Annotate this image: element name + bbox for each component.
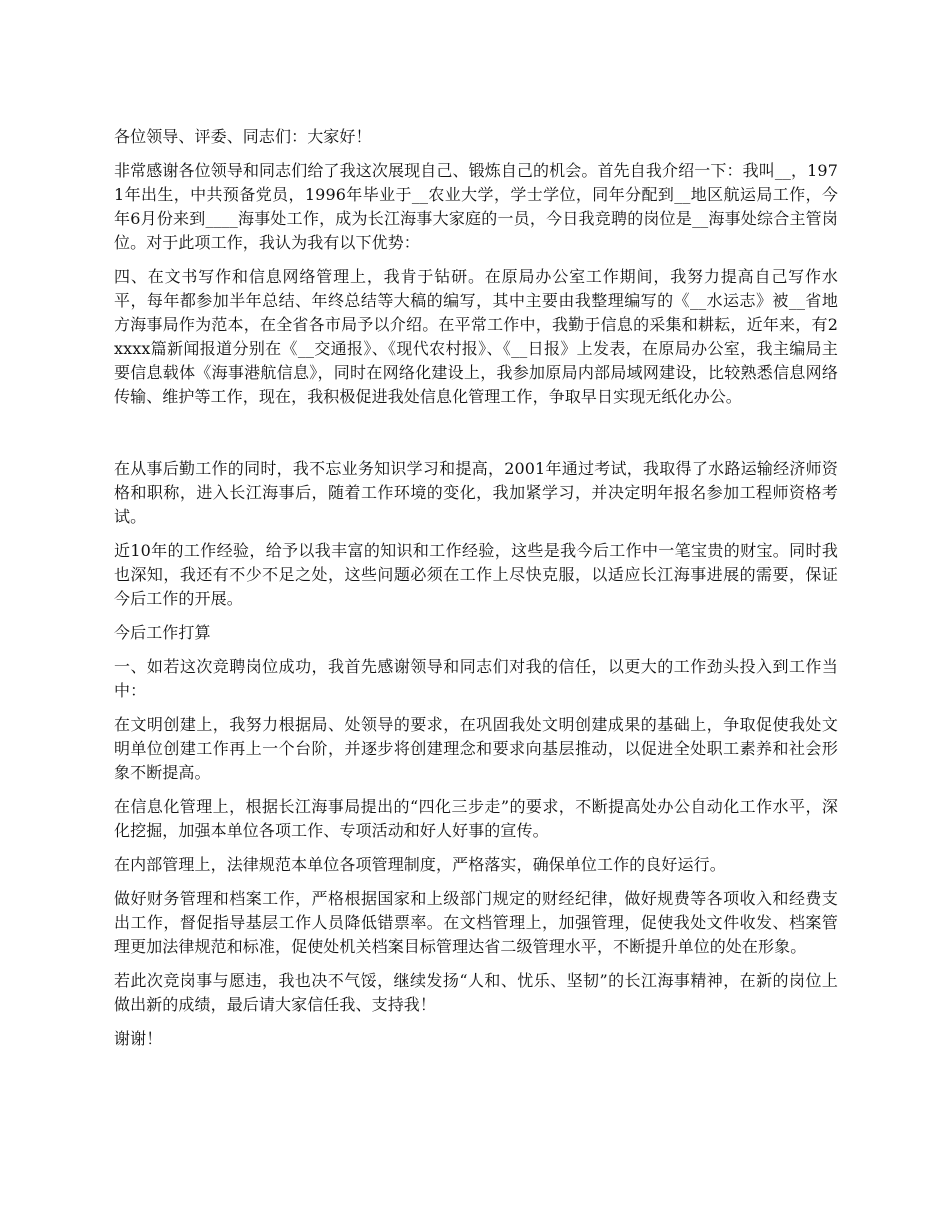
thanks-paragraph: 谢谢！: [114, 1029, 163, 1048]
closing-paragraph: 若此次竞岗事与愿违，我也决不气馁，继续发扬“人和、忧乐、坚韧”的长江海事精神，在新的岗位上做出新的成绩，最后请大家信任我、支持我！: [114, 971, 838, 1014]
introduction-paragraph: 非常感谢各位领导和同志们给了我这次展现自己、锻炼自己的机会。首先自我介绍一下：我叫__，1971年出生，中共预备党员，1996年毕业于__农业大学，学士学位，同年分配到__地区航运局工作，今年6月份来到____海事处工作，成为长江海事大家庭的一员，今日我竞聘的岗位是__海事处综合主管岗位。对于此项工作，我认为我有以下优势：: [114, 161, 838, 252]
writing-skills-paragraph: 四、在文书写作和信息网络管理上，我肯于钻研。在原局办公室工作期间，我努力提高自己写作水平，每年都参加半年总结、年终总结等大稿的编写，其中主要由我整理编写的《__水运志》被__省地方海事局作为范本，在全省各市局予以介绍。在平常工作中，我勤于信息的采集和耕耘，近年来，有2xxxx篇新闻报道分别在《__交通报》、《现代农村报》、《__日报》上发表，在原局办公室，我主编局主要信息载体《海事港航信息》，同时在网络化建设上，我参加原局内部局域网建设，比较熟悉信息网络传输、维护等工作，现在，我积极促进我处信息化管理工作，争取早日实现无纸化办公。: [114, 267, 838, 406]
experience-paragraph: 近10年的工作经验，给予以我丰富的知识和工作经验，这些是我今后工作中一笔宝贵的财宝。同时我也深知，我还有不少不足之处，这些问题必须在工作上尽快克服，以适应长江海事进展的需要，保证今后工作的开展。: [114, 541, 838, 608]
plan-intro-paragraph: 一、如若这次竞聘岗位成功，我首先感谢领导和同志们对我的信任，以更大的工作劲头投入到工作当中：: [114, 657, 838, 700]
civilization-paragraph: 在文明创建上，我努力根据局、处领导的要求，在巩固我处文明创建成果的基础上，争取促使我处文明单位创建工作再上一个台阶，并逐步将创建理念和要求向基层推动，以促进全处职工素养和社会形象不断提高。: [114, 715, 838, 782]
blank-spacer: [114, 419, 838, 457]
informatization-paragraph: 在信息化管理上，根据长江海事局提出的“四化三步走”的要求，不断提高处办公自动化工作水平，深化挖掘，加强本单位各项工作、专项活动和好人好事的宣传。: [114, 797, 838, 840]
document-body: [114, 125, 838, 1061]
greeting-paragraph: 各位领导、评委、同志们：大家好！: [114, 127, 372, 146]
study-paragraph: 在从事后勤工作的同时，我不忘业务知识学习和提高，2001年通过考试，我取得了水路运输经济师资格和职称，进入长江海事后，随着工作环境的变化，我加紧学习，并决定明年报名参加工程师资格考试。: [114, 459, 838, 526]
internal-management-paragraph: 在内部管理上，法律规范本单位各项管理制度，严格落实，确保单位工作的良好运行。: [114, 855, 726, 874]
section-heading: 今后工作打算: [114, 623, 211, 642]
finance-archive-paragraph: 做好财务管理和档案工作，严格根据国家和上级部门规定的财经纪律，做好规费等各项收入和经费支出工作，督促指导基层工作人员降低错票率。在文档管理上，加强管理，促使我处文件收发、档案管理更加法律规范和标准，促使处机关档案目标管理达省二级管理水平，不断提升单位的处在形象。: [114, 889, 838, 956]
